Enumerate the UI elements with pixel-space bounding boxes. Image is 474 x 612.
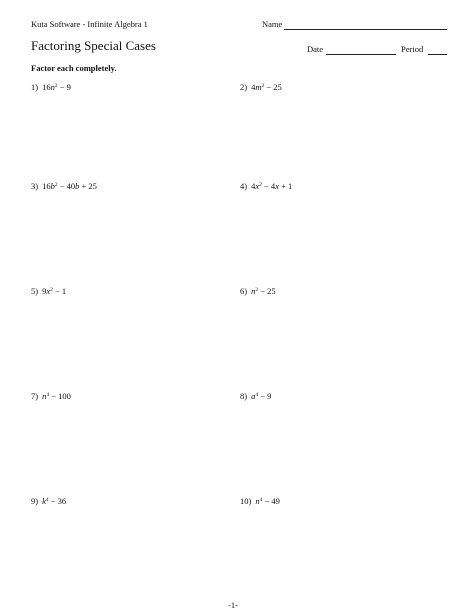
expression-term: + 25: [79, 181, 97, 191]
exponent: 2: [54, 181, 58, 188]
problem-3: [31, 181, 97, 191]
expression-term: 16: [42, 82, 51, 92]
variable: a: [251, 391, 256, 401]
problem-expression: [255, 496, 280, 506]
expression-term: − 100: [49, 391, 71, 401]
variable: b: [50, 181, 55, 191]
problem-9: [31, 496, 66, 506]
problem-number: 7): [31, 391, 39, 401]
problem-expression: [42, 286, 66, 296]
variable: x: [46, 286, 51, 296]
exponent: 4: [45, 496, 49, 503]
software-label: Kuta Software - Infinite Algebra 1: [31, 19, 148, 29]
exponent: 2: [255, 286, 259, 293]
expression-term: − 25: [264, 82, 282, 92]
problem-7: [31, 391, 71, 401]
page-number: -1-: [228, 600, 238, 610]
expression-term: − 9: [258, 391, 272, 401]
period-label: Period: [401, 44, 424, 54]
expression-term: + 1: [278, 181, 293, 191]
variable: b: [75, 181, 80, 191]
exponent: 2: [54, 82, 58, 89]
variable: n: [255, 496, 260, 506]
problem-number: 4): [240, 181, 248, 191]
problem-expression: [42, 496, 66, 506]
date-blank-line[interactable]: [326, 54, 396, 55]
problem-number: 10): [240, 496, 252, 506]
variable: k: [42, 496, 46, 506]
problem-expression: [42, 82, 71, 92]
name-blank-line[interactable]: [284, 29, 447, 30]
expression-term: − 25: [258, 286, 276, 296]
expression-term: 9: [42, 286, 47, 296]
expression-term: − 1: [52, 286, 67, 296]
variable: x: [255, 181, 260, 191]
problem-4: [240, 181, 292, 191]
problem-number: 9): [31, 496, 39, 506]
instructions: Factor each completely.: [31, 63, 117, 73]
problem-expression: [42, 391, 71, 401]
worksheet-title: Factoring Special Cases: [31, 38, 156, 53]
problem-number: 3): [31, 181, 39, 191]
problem-expression: [251, 286, 276, 296]
variable: n: [42, 391, 47, 401]
problem-number: 1): [31, 82, 39, 92]
problem-number: 5): [31, 286, 39, 296]
name-label: Name: [262, 19, 283, 29]
expression-term: − 9: [57, 82, 71, 92]
problem-expression: [251, 181, 292, 191]
problem-10: [240, 496, 280, 506]
variable: n: [251, 286, 256, 296]
exponent: 2: [261, 82, 265, 89]
problem-expression: [251, 82, 282, 92]
variable: n: [50, 82, 55, 92]
expression-term: 4: [251, 82, 256, 92]
problem-expression: [251, 391, 271, 401]
period-blank-line[interactable]: [428, 54, 447, 55]
exponent: 2: [50, 286, 53, 293]
problem-number: 8): [240, 391, 248, 401]
exponent: 4: [46, 391, 50, 398]
expression-term: − 40: [57, 181, 76, 191]
problem-5: [31, 286, 66, 296]
problem-6: [240, 286, 276, 296]
exponent: 4: [259, 496, 263, 503]
problem-2: [240, 82, 282, 92]
expression-term: 4: [251, 181, 256, 191]
expression-term: − 4: [261, 181, 276, 191]
exponent: 4: [255, 391, 259, 398]
variable: m: [255, 82, 262, 92]
expression-term: 16: [42, 181, 51, 191]
problem-1: [31, 82, 71, 92]
variable: x: [275, 181, 279, 191]
expression-term: − 49: [262, 496, 280, 506]
problem-expression: [42, 181, 97, 191]
problem-8: [240, 391, 271, 401]
problem-number: 2): [240, 82, 248, 92]
expression-term: − 36: [48, 496, 67, 506]
exponent: 2: [259, 181, 262, 188]
problem-number: 6): [240, 286, 248, 296]
date-label: Date: [307, 44, 324, 54]
